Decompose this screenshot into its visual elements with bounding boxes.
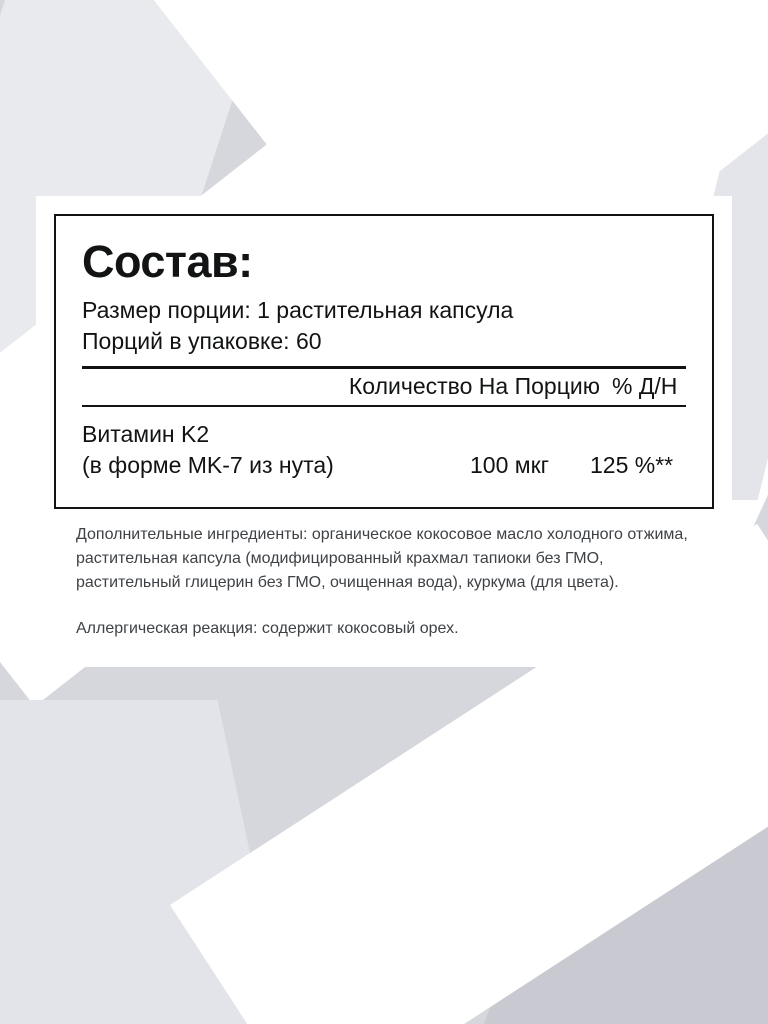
servings-per-container-text: Порций в упаковке: 60 <box>82 327 322 354</box>
other-ingredients-text: Дополнительные ингредиенты: органическое кокосовое масло холодного отжима, растительная капсула (модифицированный крахмал тапиоки без ГМО, растительный глицерин без ГМО, очищенная вода), куркума (для цвета). <box>76 526 688 592</box>
table-row <box>82 407 686 487</box>
allergen-text: Аллергическая реакция: содержит кокосовый орех. <box>76 620 459 638</box>
supplement-facts-box <box>54 214 714 509</box>
column-header-amount: Количество На Порцию <box>348 372 600 399</box>
nutrient-amount-cell: 100 мкг <box>470 452 550 479</box>
nutrient-daily-value-cell: 125 %** <box>590 452 674 479</box>
serving-size-text: Размер порции: 1 растительная капсула <box>82 297 514 324</box>
supplement-label-card <box>36 196 732 667</box>
nutrient-name-line1: Витамин K2 <box>82 420 210 447</box>
nutrient-name-cell <box>82 419 470 481</box>
page-title: Состав: <box>82 236 253 287</box>
column-header-daily-value: % Д/Н <box>612 372 678 399</box>
label-notes <box>36 509 732 667</box>
facts-table-header <box>82 369 686 405</box>
nutrient-name-line2: (в форме MK-7 из нута) <box>82 452 334 479</box>
